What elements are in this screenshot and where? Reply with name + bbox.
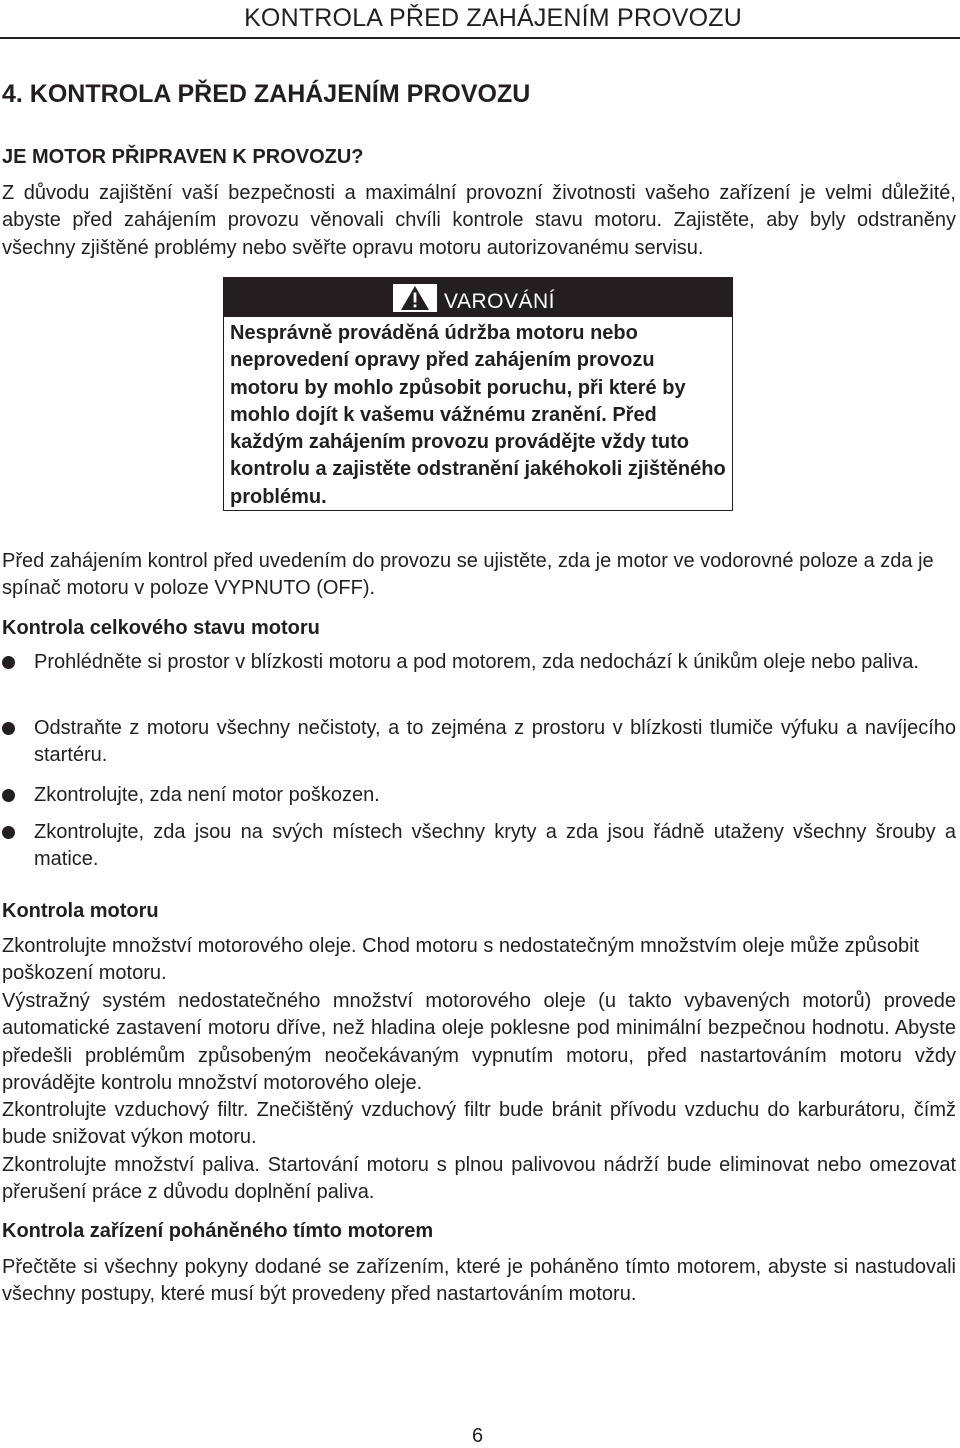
engine-check-paragraph: Výstražný systém nedostatečného množství motorového oleje (u takto vybavených motorů) provede automatické zastavení motoru dříve, než hladina oleje poklesne pod minimální bezpečnou hodnotu. Abyste předešli problémům způsobeným neočekávaným vypnutím motoru, před nastartováním motoru vždy provádějte kontrolu množství motorového oleje. (2, 990, 956, 1094)
warning-triangle-icon (393, 284, 437, 312)
general-check-heading: Kontrola celkového stavu motoru (2, 617, 320, 639)
warning-text: Nesprávně prováděná údržba motoru nebo neprovedení opravy před zahájením provozu motoru by mohlo způsobit poruchu, při které by mohlo dojít k vašemu vážnému zranění. Před každým zahájením provozu provádějte vždy tuto kontrolu a zajistěte odstranění jakéhokoli zjištěného problému. (230, 322, 726, 508)
intro-paragraph: Z důvodu zajištění vaší bezpečnosti a maximální provozní životnosti vašeho zařízení je velmi důležité, abyste před zahájením provozu věnovali chvíli kontrole stavu motoru. Zajistěte, aby byly odstraněny všechny zjištěné problémy nebo svěřte opravu motoru autorizovanému servisu. (2, 182, 956, 259)
section-title: JE MOTOR PŘIPRAVEN K PROVOZU? (2, 146, 364, 168)
list-item-text: Odstraňte z motoru všechny nečistoty, a to zejména z prostoru v blízkosti tlumiče výfuku a navíjecího startéru. (34, 717, 956, 767)
list-item-text: Prohlédněte si prostor v blízkosti motoru a pod motorem, zda nedochází k únikům oleje nebo paliva. (34, 651, 919, 673)
bullet-icon (2, 789, 15, 802)
pre-check-paragraph: Před zahájením kontrol před uvedením do provozu se ujistěte, zda je motor ve vodorovné poloze a zda je spínač motoru v poloze VYPNUTO (OFF). (2, 550, 934, 600)
header-rule (0, 37, 960, 39)
engine-check-paragraph: Zkontrolujte množství paliva. Startování motoru s plnou palivovou nádrží bude eliminovat nebo omezovat přerušení práce z důvodu doplnění paliva. (2, 1154, 956, 1204)
bullet-icon (2, 722, 15, 735)
list-item-text: Zkontrolujte, zda jsou na svých místech všechny kryty a zda jsou řádně utaženy všechny šrouby a matice. (34, 821, 956, 871)
equipment-check-paragraph: Přečtěte si všechny pokyny dodané se zařízením, které je poháněno tímto motorem, abyste si nastudovali všechny postupy, které musí být provedeny před nastartováním motoru. (2, 1256, 956, 1306)
equipment-check-heading: Kontrola zařízení poháněného tímto motorem (2, 1220, 434, 1242)
bullet-icon (2, 826, 15, 839)
page-number: 6 (472, 1425, 484, 1447)
bullet-icon (2, 656, 15, 669)
warning-label: VAROVÁNÍ (444, 290, 555, 313)
engine-check-heading: Kontrola motoru (2, 900, 159, 922)
list-item-text: Zkontrolujte, zda není motor poškozen. (34, 784, 380, 806)
chapter-title: 4. KONTROLA PŘED ZAHÁJENÍM PROVOZU (2, 80, 531, 108)
warning-header (224, 278, 732, 317)
engine-check-paragraph: Zkontrolujte vzduchový filtr. Znečištěný vzduchový filtr bude bránit přívodu vzduchu do karburátoru, čímž bude snižovat výkon motoru. (2, 1099, 956, 1149)
running-header: KONTROLA PŘED ZAHÁJENÍM PROVOZU (244, 4, 742, 32)
warning-box (223, 277, 733, 511)
engine-check-paragraph: Zkontrolujte množství motorového oleje. Chod motoru s nedostatečným množstvím oleje může způsobit poškození motoru. (2, 935, 920, 985)
